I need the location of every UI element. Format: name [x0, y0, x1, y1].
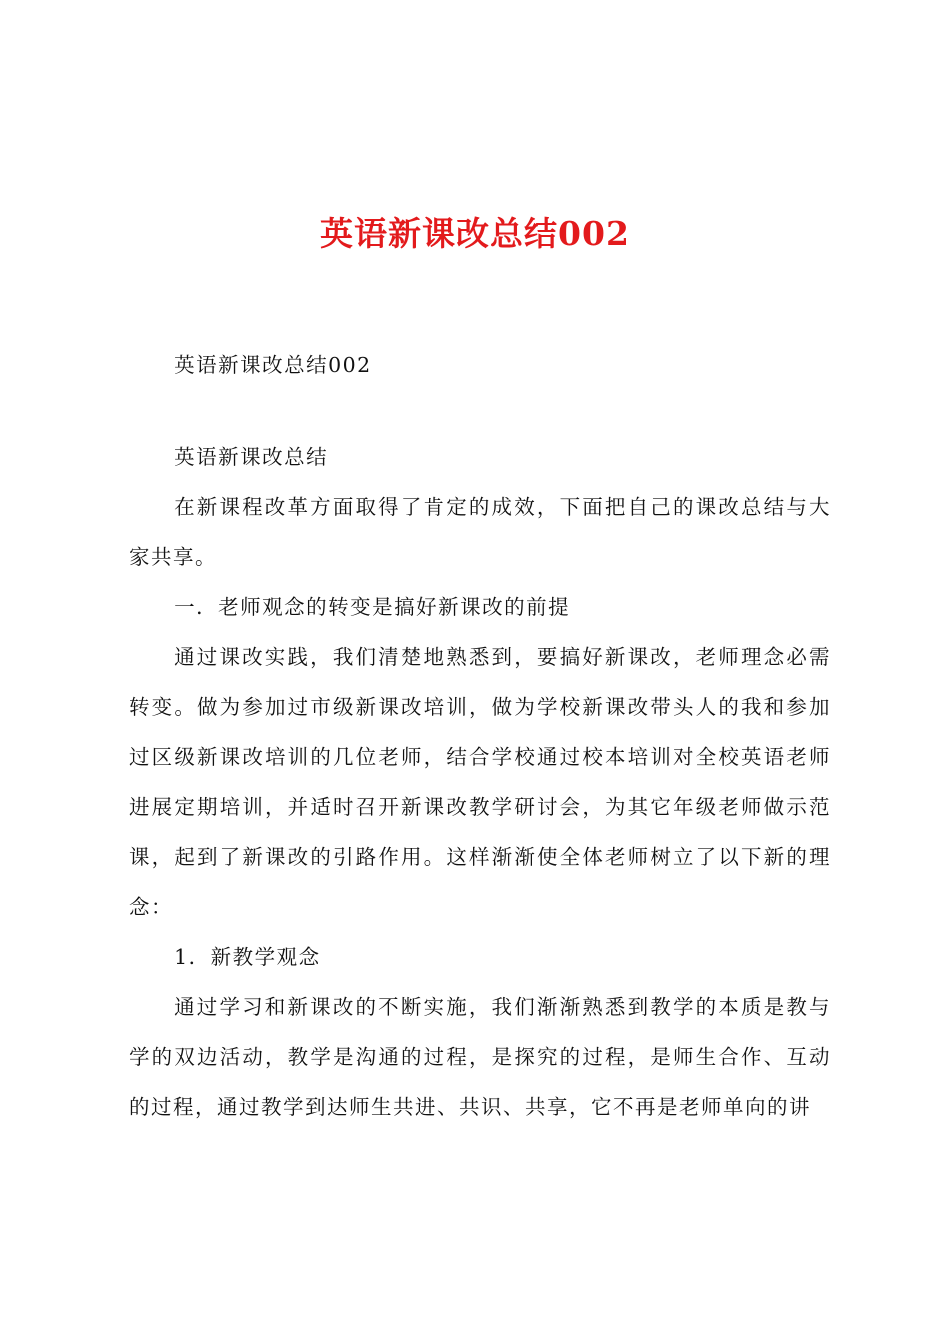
paragraph-subtitle: 英语新课改总结002 [174, 353, 372, 377]
paragraph-intro: 在新课程改革方面取得了肯定的成效，下面把自己的课改总结与大家共享。 [129, 495, 831, 569]
paragraph-heading: 英语新课改总结 [174, 445, 329, 469]
paragraph-section-1: 通过课改实践，我们清楚地熟悉到，要搞好新课改，老师理念必需转变。做为参加过市级新课改培训，做为学校新课改带头人的我和参加过区级新课改培训的几位老师，结合学校通过校本培训对全校英语老师进展定期培训，并适时召开新课改教学研讨会，为其它年级老师做示范课，起到了新课改的引路作用。这样渐渐使全体老师树立了以下新的理念： [129, 645, 831, 919]
subsection-heading-1: 1．新教学观念 [174, 945, 321, 969]
document-title: 英语新课改总结002 [320, 214, 630, 253]
paragraph-subsection-1: 通过学习和新课改的不断实施，我们渐渐熟悉到教学的本质是教与学的双边活动，教学是沟通的过程，是探究的过程，是师生合作、互动的过程，通过教学到达师生共进、共识、共享，它不再是老师单向的讲 [129, 995, 831, 1119]
section-heading-1: 一．老师观念的转变是搞好新课改的前提 [174, 595, 571, 619]
document-body [129, 340, 831, 1132]
